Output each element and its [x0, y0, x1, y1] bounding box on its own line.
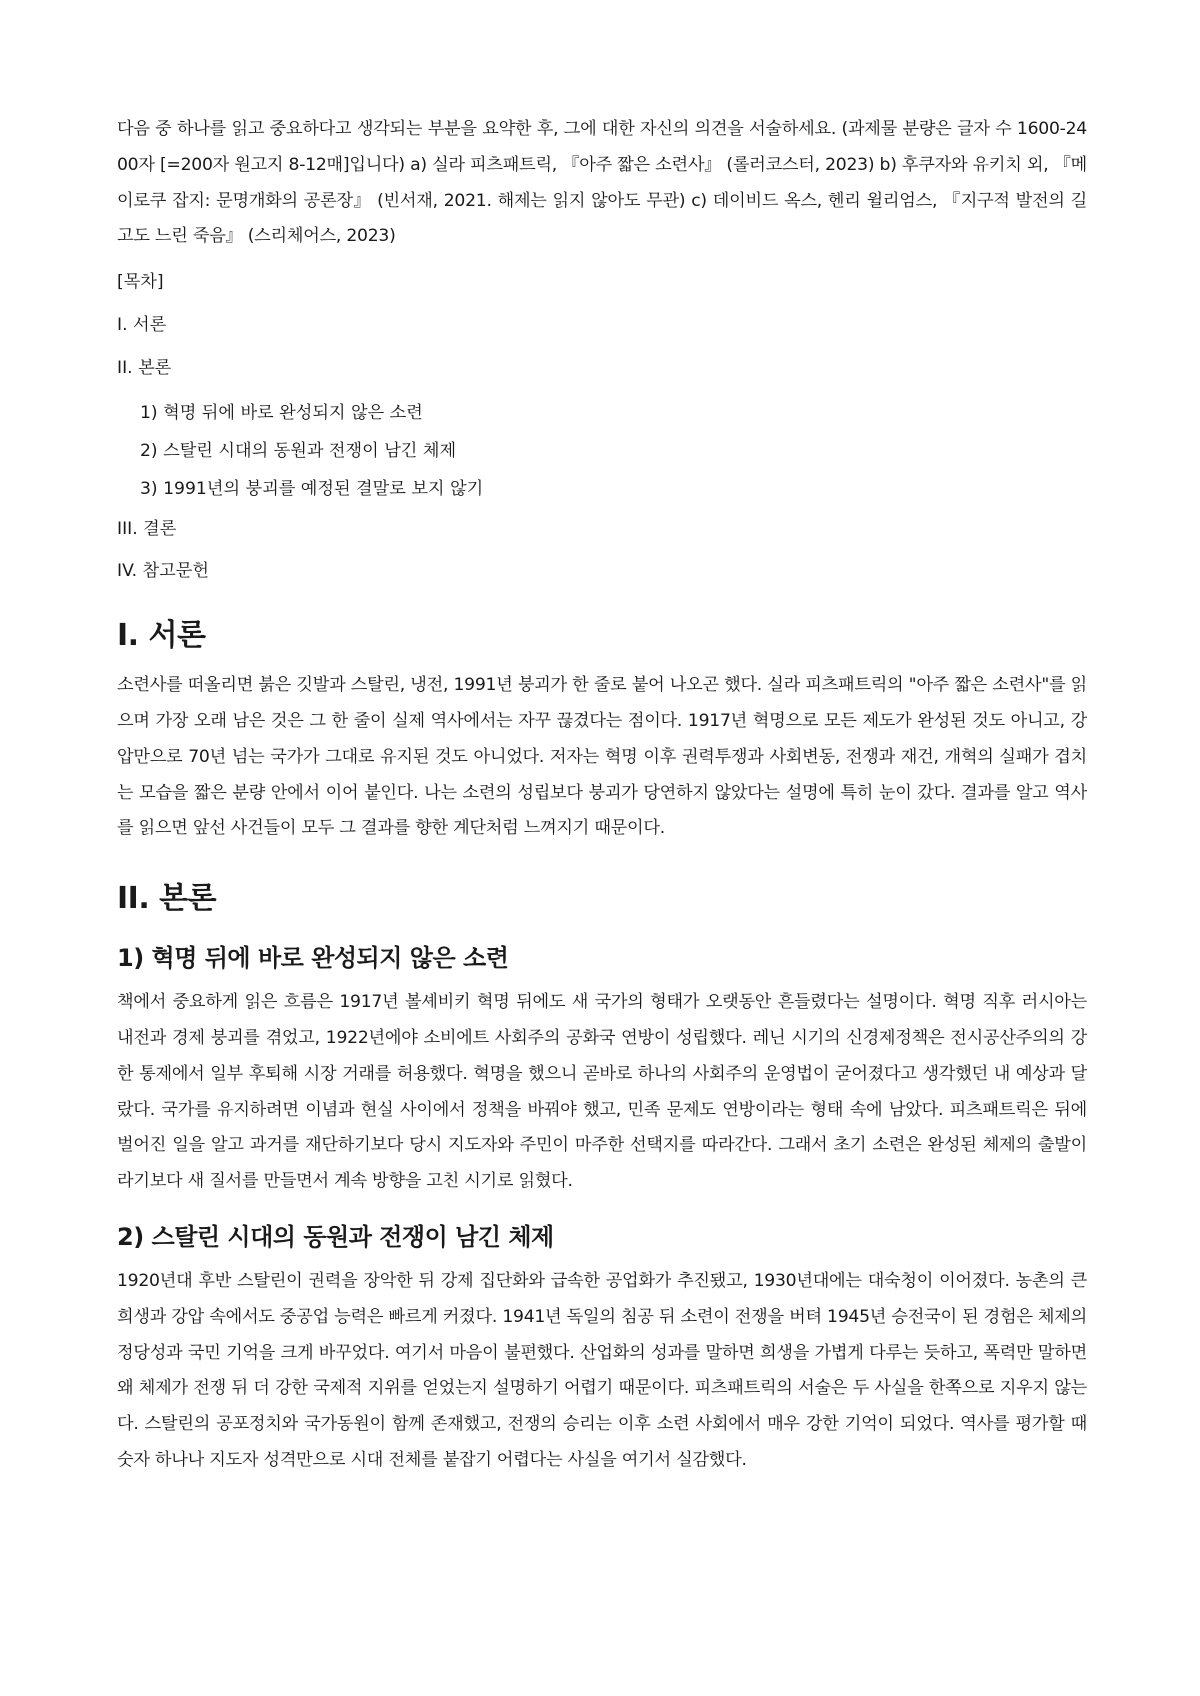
section-heading-body: II. 본론: [117, 881, 217, 917]
intro-paragraph: 소련사를 떠올리면 붉은 깃발과 스탈린, 냉전, 1991년 붕괴가 한 줄로 붙어 나오곤 했다. 실라 피츠패트릭의 "아주 짧은 소련사"를 읽으며 가장 오래 남은 것은 그 한 줄이 실제 역사에서는 자꾸 끊겼다는 점이다. 1917년 혁명으로 모든 제도가 완성된 것도 아니고, 강압만으로 70년 넘는 국가가 그대로 유지된 것도 아니었다. 저자는 혁명 이후 권력투쟁과 사회변동, 전쟁과 재건, 개혁의 실패가 겹치는 모습을 짧은 분량 안에서 이어 붙인다. 나는 소련의 성립보다 붕괴가 당연하지 않았다는 설명에 특히 눈이 갔다. 결과를 알고 역사를 읽으면 앞선 사건들이 모두 그 결과를 향한 계단처럼 느껴지기 때문이다.: [117, 675, 1087, 839]
document-page: [117, 112, 1087, 1479]
toc-item-body: II. 본론: [117, 357, 172, 378]
subsection-2-paragraph: 1920년대 후반 스탈린이 권력을 장악한 뒤 강제 집단화와 급속한 공업화가 추진됐고, 1930년대에는 대숙청이 이어졌다. 농촌의 큰 희생과 강압 속에서도 중공업 능력은 빠르게 커졌다. 1941년 독일의 침공 뒤 소련이 전쟁을 버텨 1945년 승전국이 된 경험은 체제의 정당성과 국민 기억을 크게 바꾸었다. 여기서 마음이 불편했다. 산업화의 성과를 말하면 희생을 가볍게 다루는 듯하고, 폭력만 말하면 왜 체제가 전쟁 뒤 더 강한 국제적 지위를 얻었는지 설명하기 어렵기 때문이다. 피츠패트릭의 서술은 두 사실을 한쪽으로 지우지 않는다. 스탈린의 공포정치와 국가동원이 함께 존재했고, 전쟁의 승리는 이후 소련 사회에서 매우 강한 기억이 되었다. 역사를 평가할 때 숫자 하나나 지도자 성격만으로 시대 전체를 붙잡기 어렵다는 사실을 여기서 실감했다.: [117, 1270, 1087, 1470]
toc-title: [목차]: [117, 272, 164, 293]
subsection-heading-1: 1) 혁명 뒤에 바로 완성되지 않은 소련: [117, 944, 509, 973]
toc-sub-item-2: 2) 스탈린 시대의 동원과 전쟁이 남긴 체제: [140, 440, 457, 461]
toc-item-conclusion: III. 결론: [117, 518, 177, 539]
toc-sub-item-1: 1) 혁명 뒤에 바로 완성되지 않은 소련: [140, 402, 423, 423]
toc-sub-list: [117, 394, 1087, 508]
table-of-contents: [117, 265, 1087, 590]
toc-sub-item-3: 3) 1991년의 붕괴를 예정된 결말로 보지 않기: [140, 478, 484, 499]
toc-item-references: IV. 참고문헌: [117, 561, 209, 582]
toc-item-intro: I. 서론: [117, 314, 167, 335]
section-heading-intro: I. 서론: [117, 618, 206, 654]
assignment-prompt: 다음 중 하나를 읽고 중요하다고 생각되는 부분을 요약한 후, 그에 대한 자신의 의견을 서술하세요. (과제물 분량은 글자 수 1600-2400자 [=200자 원고지 8-12매]입니다) a) 실라 피츠패트릭, 『아주 짧은 소련사』 (롤러코스터, 2023) b) 후쿠자와 유키치 외, 『메이로쿠 잡지: 문명개화의 공론장』 (빈서재, 2021. 해제는 읽지 않아도 무관) c) 데이비드 옥스, 헨리 윌리엄스, 『지구적 발전의 길고도 느린 죽음』 (스리체어스, 2023): [117, 119, 1087, 247]
subsection-1-paragraph: 책에서 중요하게 읽은 흐름은 1917년 볼셰비키 혁명 뒤에도 새 국가의 형태가 오랫동안 흔들렸다는 설명이다. 혁명 직후 러시아는 내전과 경제 붕괴를 겪었고, 1922년에야 소비에트 사회주의 공화국 연방이 성립했다. 레닌 시기의 신경제정책은 전시공산주의의 강한 통제에서 일부 후퇴해 시장 거래를 허용했다. 혁명을 했으니 곧바로 하나의 사회주의 운영법이 굳어졌다고 생각했던 내 예상과 달랐다. 국가를 유지하려면 이념과 현실 사이에서 정책을 바꿔야 했고, 민족 문제도 연방이라는 형태 속에 남았다. 피츠패트릭은 뒤에 벌어진 일을 알고 과거를 재단하기보다 당시 지도자와 주민이 마주한 선택지를 따라간다. 그래서 초기 소련은 완성된 체제의 출발이라기보다 새 질서를 만들면서 계속 방향을 고친 시기로 읽혔다.: [117, 992, 1087, 1192]
subsection-heading-2: 2) 스탈린 시대의 동원과 전쟁이 남긴 체제: [117, 1222, 554, 1251]
